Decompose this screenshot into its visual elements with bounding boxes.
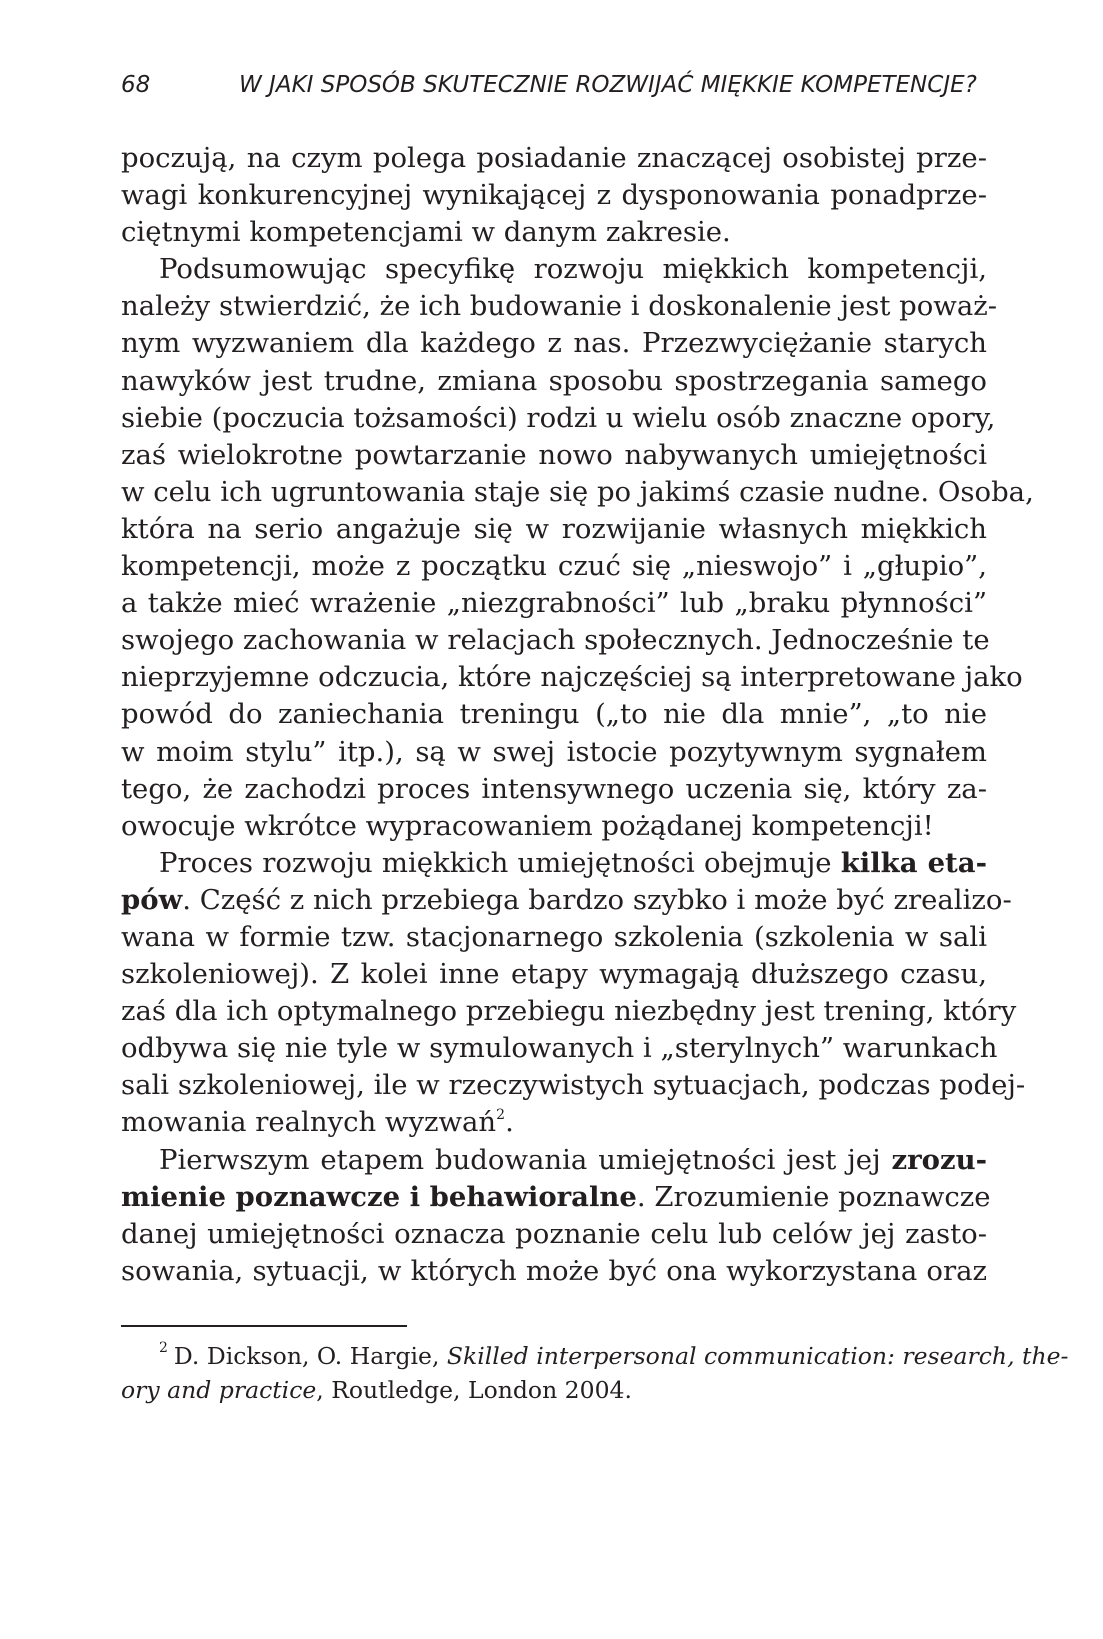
text-line: poczują, na czym polega posiadanie znaczącej osobistej prze- xyxy=(121,142,987,174)
text-line: owocuje wkrótce wypracowaniem pożądanej kompetencji! xyxy=(121,809,934,842)
bold-term: kilka eta- xyxy=(840,846,987,879)
paragraph xyxy=(121,845,1026,1142)
text-line: swojego zachowania w relacjach społecznych. Jednocześnie te xyxy=(121,624,990,657)
paragraph xyxy=(121,140,987,251)
text-line: danej umiejętności oznacza poznanie celu lub celów jej zasto- xyxy=(121,1217,987,1250)
text-line xyxy=(121,1142,987,1179)
footnote-separator xyxy=(121,1325,407,1327)
text-line xyxy=(121,1339,1069,1373)
text-line: Podsumowując specyfikę rozwoju miękkich kompetencji, xyxy=(159,253,987,286)
text-line: tego, że zachodzi proces intensywnego uczenia się, który za- xyxy=(121,772,987,805)
text-run: . Zrozumienie poznawcze xyxy=(636,1180,991,1213)
text-run: Proces rozwoju miękkich umiejętności obejmuje xyxy=(159,846,841,879)
main-text xyxy=(121,140,1034,1290)
text-line xyxy=(121,1104,987,1141)
text-line: należy stwierdzić, że ich budowanie i doskonalenie jest poważ- xyxy=(121,290,998,323)
text-line: która na serio angażuje się w rozwijanie własnych miękkich xyxy=(121,512,987,545)
text-line: odbywa się nie tyle w symulowanych i „sterylnych” warunkach xyxy=(121,1032,998,1065)
text-run: . Część z nich przebiega bardzo szybko i może być zrealizo- xyxy=(182,883,1012,916)
text-line: a także mieć wrażenie „niezgrabności” lub „braku płynności” xyxy=(121,587,987,620)
text-line: powód do zaniechania treningu („to nie dla mnie”, „to nie xyxy=(121,698,987,731)
footnote xyxy=(121,1339,1069,1407)
footnote-publisher: , Routledge, London 2004. xyxy=(316,1376,632,1404)
text-line: zaś wielokrotne powtarzanie nowo nabywanych umiejętności xyxy=(121,438,987,471)
text-line: w moim stylu” itp.), są w swej istocie pozytywnym sygnałem xyxy=(121,735,987,768)
page-number: 68 xyxy=(121,72,151,98)
text-line: sali szkoleniowej, ile w rzeczywistych sytuacjach, podczas podej- xyxy=(121,1069,1026,1102)
running-header xyxy=(121,72,989,106)
text-line: kompetencji, może z początku czuć się „nieswojo” i „głupio”, xyxy=(121,550,987,583)
footnotes xyxy=(121,1339,1069,1407)
text-line: nawyków jest trudne, zmiana sposobu spostrzegania samego xyxy=(121,364,987,397)
text-run: . xyxy=(505,1106,514,1139)
bold-term: pów xyxy=(121,883,183,916)
text-line: sowania, sytuacji, w których może być ona wykorzystana oraz xyxy=(121,1254,987,1287)
text-line xyxy=(121,845,987,882)
footnote-title: Skilled interpersonal communication: research, the- xyxy=(446,1342,1069,1370)
text-line: nym wyzwaniem dla każdego z nas. Przezwyciężanie starych xyxy=(121,327,987,360)
text-line: szkoleniowej). Z kolei inne etapy wymagają dłuższego czasu, xyxy=(121,958,987,991)
paragraph xyxy=(121,1142,991,1290)
text-line xyxy=(121,1373,987,1407)
footnote-reference[interactable]: 2 xyxy=(496,1107,506,1124)
text-line: zaś dla ich optymalnego przebiegu niezbędny jest trening, który xyxy=(121,995,1017,1028)
running-title: W JAKI SPOSÓB SKUTECZNIE ROZWIJAĆ MIĘKKIE KOMPETENCJE? xyxy=(239,72,977,98)
text-line: w celu ich ugruntowania staje się po jakimś czasie nudne. Osoba, xyxy=(121,475,1034,508)
text-line: siebie (poczucia tożsamości) rodzi u wielu osób znaczne opory, xyxy=(121,401,996,434)
text-line xyxy=(121,1179,991,1216)
footnote-title: ory and practice xyxy=(121,1376,317,1404)
text-line: ciętnymi kompetencjami w danym zakresie. xyxy=(121,216,731,249)
footnote-authors: D. Dickson, O. Hargie, xyxy=(173,1342,447,1370)
text-line: wana w formie tzw. stacjonarnego szkolenia (szkolenia w sali xyxy=(121,920,987,953)
text-line: wagi konkurencyjnej wynikającej z dysponowania ponadprze- xyxy=(121,179,987,212)
text-run: mowania realnych wyzwań xyxy=(121,1106,497,1139)
bold-term: mienie poznawcze i behawioralne xyxy=(121,1180,637,1213)
text-line: nieprzyjemne odczucia, które najczęściej są interpretowane jako xyxy=(121,661,1023,694)
bold-term: zrozu- xyxy=(891,1143,987,1176)
text-run: Pierwszym etapem budowania umiejętności jest jej xyxy=(159,1143,892,1176)
footnote-number: 2 xyxy=(159,1340,168,1356)
text-line xyxy=(121,882,1012,919)
paragraph xyxy=(121,251,1034,845)
